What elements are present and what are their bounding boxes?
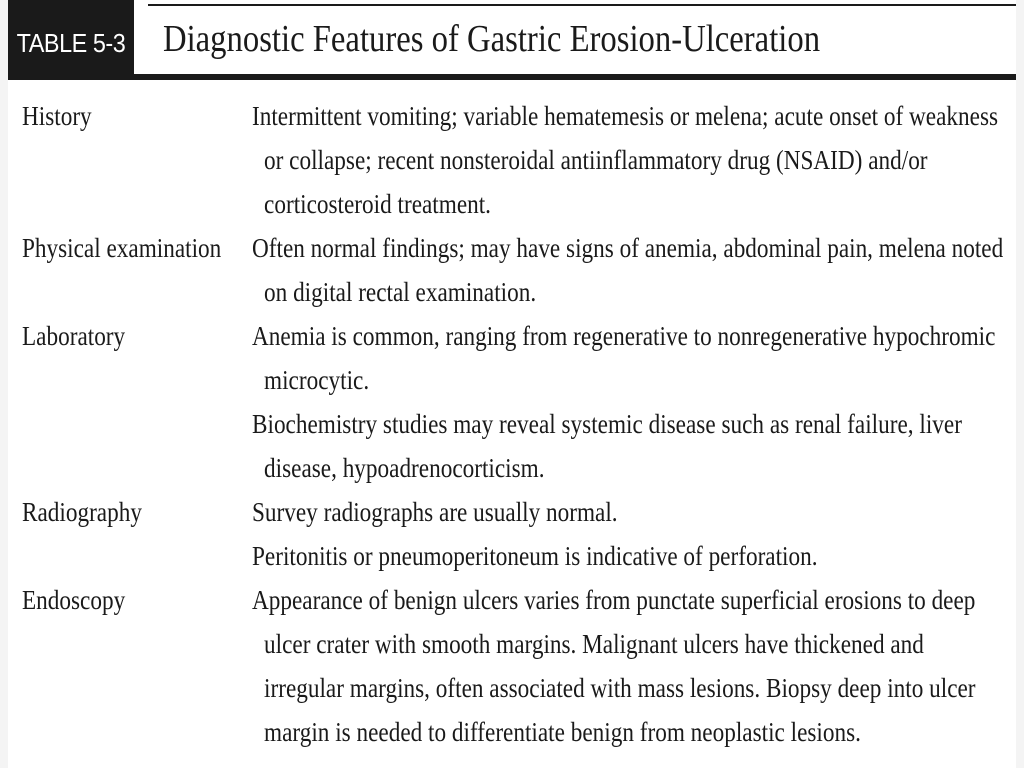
row-definitions xyxy=(252,578,1024,754)
row-term xyxy=(8,578,252,754)
table-body xyxy=(8,94,1016,754)
row-definition: Biochemistry studies may reveal systemic disease such as renal failure, liver disease, hypoadrenocorticism. xyxy=(252,409,962,483)
row-term-text: Physical examination xyxy=(22,233,222,263)
row-term xyxy=(8,490,252,578)
table-row-endoscopy xyxy=(8,578,1016,754)
row-definition: Survey radiographs are usually normal. xyxy=(252,497,618,527)
row-definition: Intermittent vomiting; variable hematemesis or melena; acute onset of weakness or collapse; recent nonsteroidal antiinflammatory drug (NSAID) and/or corticosteroid treatment. xyxy=(252,101,999,219)
table-page xyxy=(8,0,1016,768)
row-term-text: Radiography xyxy=(22,497,142,527)
table-number-label: TABLE 5-3 xyxy=(8,0,134,80)
row-definitions xyxy=(252,490,1024,578)
row-term-text: Laboratory xyxy=(22,321,126,351)
table-row-radiography xyxy=(8,490,1016,578)
row-definition: Anemia is common, ranging from regenerative to nonregenerative hypochromic microcytic. xyxy=(252,321,996,395)
table-header xyxy=(8,0,1016,80)
page-edge-left xyxy=(0,0,8,768)
row-term-text: History xyxy=(22,101,92,131)
row-definition: Often normal findings; may have signs of anemia, abdominal pain, melena noted on digital rectal examination. xyxy=(252,233,1004,307)
table-row-laboratory xyxy=(8,314,1016,490)
row-definitions xyxy=(252,226,1024,314)
row-definitions xyxy=(252,314,1024,490)
table-row-physical-examination xyxy=(8,226,1016,314)
table-row-history xyxy=(8,94,1016,226)
header-top-rule xyxy=(148,4,1016,6)
row-definitions xyxy=(252,94,1024,226)
table-title: Diagnostic Features of Gastric Erosion-Ulceration xyxy=(163,18,821,60)
row-term-text: Endoscopy xyxy=(22,585,126,615)
header-bottom-rule xyxy=(8,74,1016,80)
row-definition: Peritonitis or pneumoperitoneum is indicative of perforation. xyxy=(252,541,818,571)
row-definition: Appearance of benign ulcers varies from punctate superficial erosions to deep ulcer crater with smooth margins. Malignant ulcers have thickened and irregular margins, often associated with mass lesions. Biopsy deep into ulcer margin is needed to differentiate benign from neoplastic lesions. xyxy=(252,585,976,747)
row-term xyxy=(8,314,252,490)
row-term xyxy=(8,226,252,314)
row-term xyxy=(8,94,252,226)
